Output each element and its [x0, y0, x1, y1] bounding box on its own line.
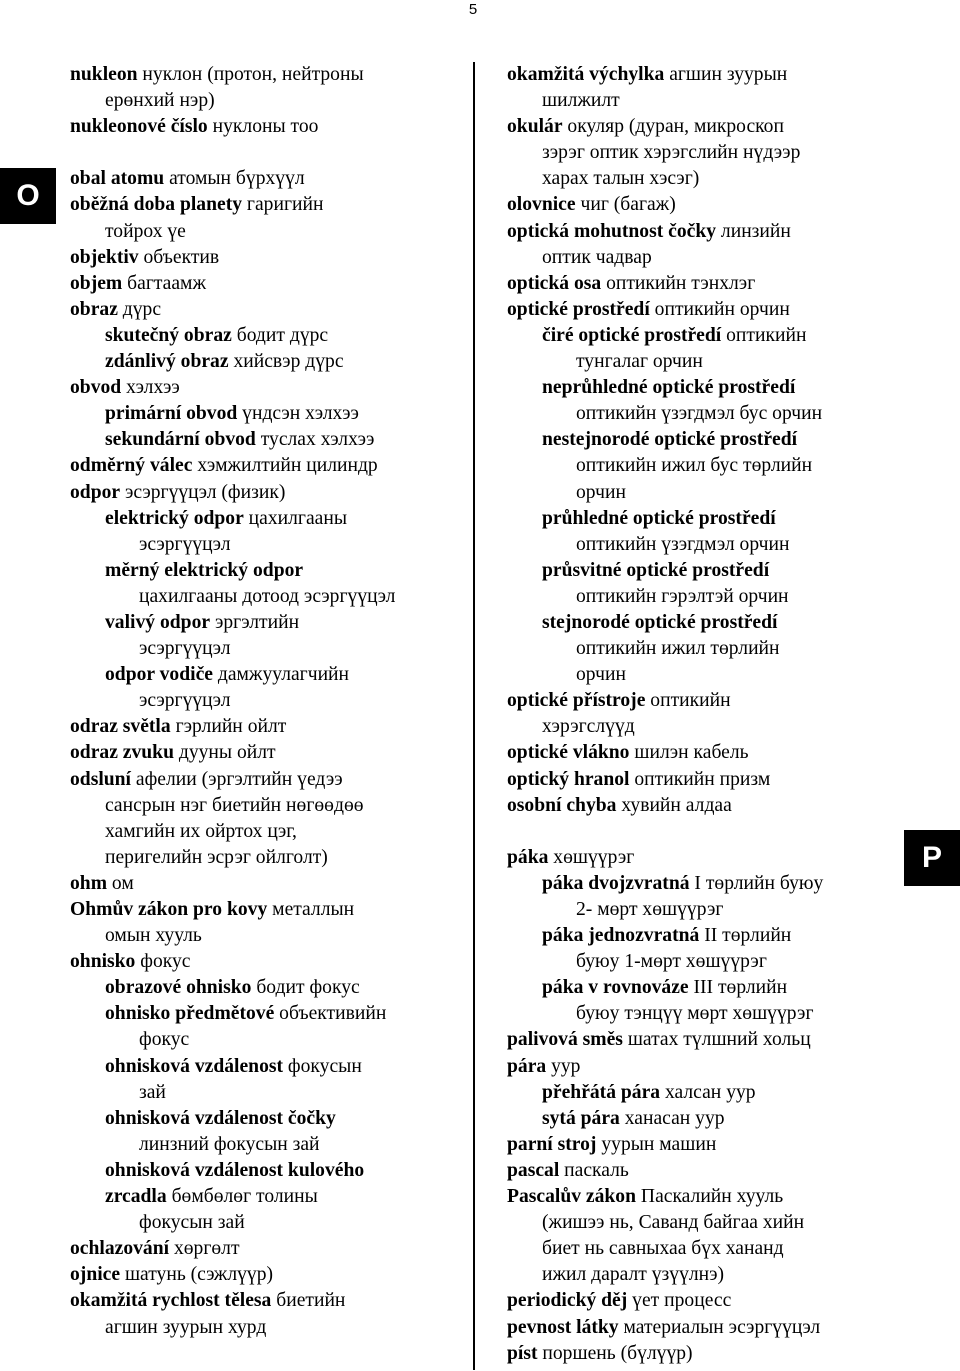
entry-continuation: [507, 949, 899, 975]
entry-definition: хувийн алдаа: [616, 794, 732, 816]
entry-definition: тойрох үе: [105, 220, 186, 242]
dictionary-entry: [70, 166, 465, 192]
dictionary-entry: [70, 1106, 465, 1132]
entry-term: průhledné optické prostředí: [542, 507, 776, 529]
dictionary-entry: [507, 1158, 899, 1184]
entry-definition: тунгалаг орчин: [576, 351, 703, 373]
dictionary-entry: [70, 1236, 465, 1262]
dictionary-entry: [507, 114, 899, 140]
entry-definition: орчин: [576, 664, 626, 686]
entry-definition: эсэргүүцэл (физик): [120, 481, 286, 503]
entry-term: elektrický odpor: [105, 507, 244, 529]
entry-term: ochlazování: [70, 1238, 170, 1260]
entry-definition: үет процесс: [627, 1290, 732, 1312]
entry-term: obrazové ohnisko: [105, 977, 252, 999]
entry-definition: буюу тэнцүү мөрт хөшүүрэг: [576, 1003, 814, 1025]
entry-term: optická mohutnost čočky: [507, 220, 717, 242]
entry-term: Pascalův zákon: [507, 1186, 637, 1208]
entry-definition: халсан уур: [660, 1081, 756, 1103]
entry-definition: 2- мөрт хөшүүрэг: [576, 899, 724, 920]
entry-term: přehřátá pára: [542, 1081, 661, 1103]
entry-term: nukleon: [70, 64, 138, 85]
entry-term: neprůhledné optické prostředí: [542, 377, 796, 399]
entry-definition: металлын: [267, 899, 355, 920]
dictionary-entry: [70, 1262, 465, 1288]
entry-continuation: [507, 480, 899, 506]
entry-term: pascal: [507, 1159, 560, 1181]
dictionary-entry: [507, 1054, 899, 1080]
dictionary-entry: [70, 767, 465, 793]
entry-term: optický hranol: [507, 768, 630, 790]
entry-term: palivová směs: [507, 1029, 623, 1051]
entry-continuation: [70, 1027, 465, 1053]
entry-definition: фокус: [135, 951, 191, 973]
dictionary-entry: [507, 1184, 899, 1210]
entry-definition: ханасан уур: [619, 1107, 725, 1129]
entry-definition: шилжилт: [542, 90, 620, 112]
dictionary-entry: [70, 949, 465, 975]
entry-continuation: [70, 584, 465, 610]
entry-definition: сансрын нэг биетийн нөгөөдөө: [105, 794, 364, 816]
dictionary-entry: [507, 923, 899, 949]
dictionary-entry: [507, 558, 899, 584]
entry-definition: уурын машин: [596, 1133, 717, 1155]
entry-term: periodický děj: [507, 1290, 628, 1312]
entry-definition: ижил даралт үзүүлнэ): [542, 1264, 725, 1286]
entry-term: obraz: [70, 298, 118, 320]
entry-term: optické prostředí: [507, 298, 650, 320]
entry-term: nukleonové číslo: [70, 116, 208, 138]
entry-definition: хийсвэр дүрс: [228, 351, 344, 373]
entry-term: olovnice: [507, 194, 576, 216]
entry-term: parní stroj: [507, 1133, 597, 1155]
entry-definition: омын хууль: [105, 925, 202, 947]
entry-continuation: [70, 688, 465, 714]
dictionary-entry: [507, 271, 899, 297]
entry-definition: чиг (багаж): [575, 194, 676, 216]
entry-definition: үндсэн хэлхээ: [237, 403, 359, 425]
entry-definition: шатах түлшний хольц: [622, 1029, 811, 1051]
entry-definition: нуклоны тоо: [207, 116, 319, 138]
dictionary-entry: [70, 897, 465, 923]
entry-term: páka: [507, 846, 549, 868]
entry-term: odsluní: [70, 768, 132, 790]
entry-term: páka jednozvratná: [542, 925, 700, 947]
entry-definition: хөшүүрэг: [548, 846, 635, 868]
entry-term: ohm: [70, 872, 108, 894]
dictionary-entry: [507, 845, 899, 871]
entry-definition: хөргөлт: [169, 1238, 240, 1260]
dictionary-entry: [70, 375, 465, 401]
entry-definition: материалын эсэргүүцэл: [618, 1316, 821, 1338]
dictionary-entry: [507, 192, 899, 218]
dictionary-entry: [507, 427, 899, 453]
entry-continuation: [70, 923, 465, 949]
entry-definition: орчин: [576, 481, 626, 503]
dictionary-entry: [70, 975, 465, 1001]
dictionary-entry: [507, 323, 899, 349]
entry-definition: эсэргүүцэл: [139, 638, 231, 660]
entry-definition: оптикийн орчин: [649, 298, 790, 320]
entry-term: ohnisková vzdálenost čočky: [105, 1107, 336, 1129]
entry-definition: харах талын хэсэг): [542, 168, 700, 190]
entry-definition: дүрс: [117, 298, 162, 320]
dictionary-entry: [70, 714, 465, 740]
entry-definition: агшин зуурын хурд: [105, 1316, 267, 1338]
entry-definition: гаригийн: [242, 194, 324, 216]
dictionary-entry: [507, 1027, 899, 1053]
entry-term: osobní chyba: [507, 794, 617, 816]
entry-definition: II төрлийн: [699, 925, 792, 947]
entry-continuation: [507, 1236, 899, 1262]
entry-continuation: [507, 245, 899, 271]
dictionary-entry: [70, 610, 465, 636]
entry-definition: бодит дүрс: [231, 324, 329, 346]
entry-term: primární obvod: [105, 403, 238, 425]
entry-term: ohnisko předmětové: [105, 1003, 275, 1025]
entry-definition: оптикийн гэрэлтэй орчин: [576, 585, 789, 607]
entry-term: optické vlákno: [507, 742, 630, 764]
entry-term: pára: [507, 1055, 547, 1077]
column-divider: [473, 62, 475, 1370]
dictionary-entry: [507, 975, 899, 1001]
entry-definition: атомын бүрхүүл: [164, 168, 305, 190]
entry-definition: I төрлийн буюу: [689, 872, 824, 894]
page-number: 5: [468, 1, 478, 18]
entry-definition: фокус: [139, 1029, 190, 1051]
dictionary-entry: [70, 453, 465, 479]
entry-definition: бодит фокус: [251, 977, 360, 999]
entry-term: objektiv: [70, 246, 139, 268]
dictionary-entry: [507, 871, 899, 897]
entry-term: ohnisková vzdálenost: [105, 1055, 284, 1077]
entry-definition: цахилгааны: [243, 507, 348, 529]
dictionary-entry: [70, 871, 465, 897]
entry-definition: объективийн: [274, 1003, 387, 1025]
entry-definition: ом: [107, 872, 134, 894]
entry-definition: Паскалийн хууль: [636, 1186, 784, 1208]
entry-continuation: [70, 819, 465, 845]
entry-definition: перигелийн эсрэг ойлголт): [105, 846, 328, 868]
entry-definition: дууны ойлт: [173, 742, 276, 764]
entry-continuation: [507, 714, 899, 740]
entry-definition: фокусын зай: [139, 1212, 245, 1234]
entry-definition: туслах хэлхээ: [255, 429, 375, 451]
entry-term: zrcadla: [105, 1186, 167, 1208]
entry-definition: линзийн: [716, 220, 791, 242]
entry-continuation: [507, 532, 899, 558]
entry-definition: эсэргүүцэл: [139, 690, 231, 712]
section-tab-o: O: [0, 168, 56, 224]
dictionary-entry: [70, 1054, 465, 1080]
entry-definition: объектив: [138, 246, 220, 268]
entry-definition: багтаамж: [122, 272, 206, 294]
entry-definition: зэрэг оптик хэрэгслийн нүдээр: [542, 142, 801, 164]
entry-definition: эсэргүүцэл: [139, 533, 231, 555]
entry-definition: поршень (бүлүүр): [537, 1342, 693, 1364]
entry-term: oběžná doba planety: [70, 194, 243, 216]
entry-term: sekundární obvod: [105, 429, 256, 451]
entry-term: odpor: [70, 481, 121, 503]
entry-definition: оптикийн ижил бус төрлийн: [576, 455, 813, 477]
entry-continuation: [70, 845, 465, 871]
dictionary-entry: [507, 1106, 899, 1132]
section-tab-p: P: [904, 830, 960, 886]
entry-term: pevnost látky: [507, 1316, 619, 1338]
entry-definition: хамгийн их ойртох цэг,: [105, 820, 297, 842]
entry-term: okulár: [507, 116, 563, 138]
entry-term: okamžitá rychlost tělesa: [70, 1290, 272, 1312]
entry-term: okamžitá výchylka: [507, 64, 665, 85]
entry-continuation: [507, 166, 899, 192]
entry-term: ojnice: [70, 1264, 121, 1286]
entry-continuation: [70, 140, 465, 166]
entry-continuation: [507, 819, 899, 845]
dictionary-entry: [507, 1341, 899, 1367]
entry-continuation: [507, 1210, 899, 1236]
dictionary-entry: [70, 271, 465, 297]
entry-continuation: [70, 1315, 465, 1341]
entry-continuation: [70, 532, 465, 558]
entry-term: odraz světla: [70, 716, 171, 738]
entry-definition: оптикийн призм: [629, 768, 771, 790]
dictionary-entry: [70, 297, 465, 323]
entry-term: valivý odpor: [105, 611, 211, 633]
entry-term: měrný elektrický odpor: [105, 559, 304, 581]
entry-definition: уур: [546, 1055, 581, 1077]
dictionary-entry: [507, 1288, 899, 1314]
entry-definition: оптикийн тэнхлэг: [601, 272, 756, 294]
entry-definition: (жишээ нь, Саванд байгаа хийн: [542, 1212, 805, 1234]
entry-definition: ерөнхий нэр): [105, 90, 215, 112]
entry-continuation: [70, 1210, 465, 1236]
entry-term: stejnorodé optické prostředí: [542, 611, 778, 633]
entry-term: optická osa: [507, 272, 602, 294]
dictionary-entry: [70, 558, 465, 584]
entry-term: ohnisko: [70, 951, 136, 973]
dictionary-entry: [70, 740, 465, 766]
entry-definition: шатунь (сэжлүүр): [120, 1264, 274, 1286]
entry-continuation: [507, 897, 899, 923]
entry-definition: оптикийн үзэгдмэл орчин: [576, 533, 790, 555]
dictionary-entry: [70, 506, 465, 532]
entry-term: Ohmův zákon pro kovy: [70, 899, 268, 920]
entry-definition: бөмбөлөг толины: [166, 1186, 318, 1208]
entry-definition: оптикийн үзэгдмэл бус орчин: [576, 403, 823, 425]
dictionary-entry: [70, 480, 465, 506]
entry-term: skutečný obraz: [105, 324, 232, 346]
entry-continuation: [507, 662, 899, 688]
entry-term: nestejnorodé optické prostředí: [542, 429, 798, 451]
dictionary-entry: [70, 62, 465, 88]
entry-term: průsvitné optické prostředí: [542, 559, 770, 581]
entry-definition: хэмжилтийн цилиндр: [192, 455, 378, 477]
dictionary-entry: [507, 297, 899, 323]
entry-definition: паскаль: [559, 1159, 629, 1181]
entry-continuation: [70, 793, 465, 819]
dictionary-entry: [507, 1132, 899, 1158]
entry-definition: эргэлтийн: [210, 611, 300, 633]
dictionary-entry: [507, 610, 899, 636]
entry-definition: хэлхээ: [121, 377, 180, 399]
entry-continuation: [70, 219, 465, 245]
entry-definition: фокусын: [283, 1055, 362, 1077]
dictionary-entry: [507, 1080, 899, 1106]
left-column: [70, 62, 465, 1341]
entry-continuation: [70, 1080, 465, 1106]
dictionary-entry: [70, 662, 465, 688]
entry-term: optické přístroje: [507, 690, 646, 712]
dictionary-entry: [507, 62, 899, 88]
entry-term: ohnisková vzdálenost kulového: [105, 1159, 365, 1181]
entry-term: odpor vodiče: [105, 664, 213, 686]
entry-definition: биет нь савныхаа бүх хананд: [542, 1238, 784, 1260]
dictionary-entry: [507, 375, 899, 401]
entry-continuation: [507, 349, 899, 375]
dictionary-entry: [70, 427, 465, 453]
dictionary-entry: [70, 114, 465, 140]
entry-term: zdánlivý obraz: [105, 351, 229, 373]
entry-definition: цахилгааны дотоод эсэргүүцэл: [139, 585, 396, 607]
entry-continuation: [507, 584, 899, 610]
entry-term: páka dvojzvratná: [542, 872, 690, 894]
entry-definition: окуляр (дуран, микроскоп: [562, 116, 784, 138]
entry-term: obvod: [70, 377, 122, 399]
entry-continuation: [507, 636, 899, 662]
entry-continuation: [507, 88, 899, 114]
dictionary-entry: [70, 323, 465, 349]
dictionary-entry: [70, 1001, 465, 1027]
dictionary-entry: [70, 1288, 465, 1314]
entry-term: páka v rovnováze: [542, 977, 689, 999]
entry-continuation: [507, 453, 899, 479]
entry-definition: оптикийн ижил төрлийн: [576, 638, 780, 660]
entry-definition: афелии (эргэлтийн үедээ: [131, 768, 343, 790]
entry-definition: зай: [139, 1081, 166, 1103]
entry-definition: оптикийн: [721, 324, 807, 346]
dictionary-entry: [507, 1315, 899, 1341]
dictionary-entry: [70, 1158, 465, 1184]
entry-continuation: [507, 1262, 899, 1288]
entry-continuation: [70, 1132, 465, 1158]
dictionary-entry: [70, 1184, 465, 1210]
dictionary-entry: [70, 192, 465, 218]
entry-continuation: [70, 636, 465, 662]
entry-term: obal atomu: [70, 168, 165, 190]
entry-definition: шилэн кабель: [629, 742, 749, 764]
dictionary-entry: [70, 349, 465, 375]
dictionary-entry: [70, 245, 465, 271]
entry-definition: гэрлийн ойлт: [170, 716, 287, 738]
entry-term: sytá pára: [542, 1107, 620, 1129]
entry-term: odměrný válec: [70, 455, 193, 477]
entry-definition: оптикийн: [645, 690, 731, 712]
entry-continuation: [507, 401, 899, 427]
entry-term: píst: [507, 1342, 538, 1364]
entry-continuation: [507, 140, 899, 166]
dictionary-entry: [70, 401, 465, 427]
entry-definition: буюу 1-мөрт хөшүүрэг: [576, 951, 767, 973]
entry-term: objem: [70, 272, 123, 294]
dictionary-entry: [507, 506, 899, 532]
entry-term: odraz zvuku: [70, 742, 174, 764]
dictionary-entry: [507, 219, 899, 245]
entry-definition: хэрэгслүүд: [542, 716, 635, 738]
entry-definition: оптик чадвар: [542, 246, 652, 268]
entry-term: čiré optické prostředí: [542, 324, 722, 346]
dictionary-entry: [507, 767, 899, 793]
dictionary-entry: [507, 688, 899, 714]
entry-definition: биетийн: [271, 1290, 346, 1312]
right-column: [507, 62, 899, 1367]
entry-definition: дамжуулагчийн: [212, 664, 350, 686]
entry-definition: III төрлийн: [688, 977, 788, 999]
dictionary-entry: [507, 740, 899, 766]
entry-definition: агшин зуурын: [664, 64, 788, 85]
entry-definition: нуклон (протон, нейтроны: [137, 64, 364, 85]
entry-continuation: [70, 88, 465, 114]
entry-continuation: [507, 1001, 899, 1027]
dictionary-entry: [507, 793, 899, 819]
entry-definition: линзний фокусын зай: [139, 1133, 320, 1155]
